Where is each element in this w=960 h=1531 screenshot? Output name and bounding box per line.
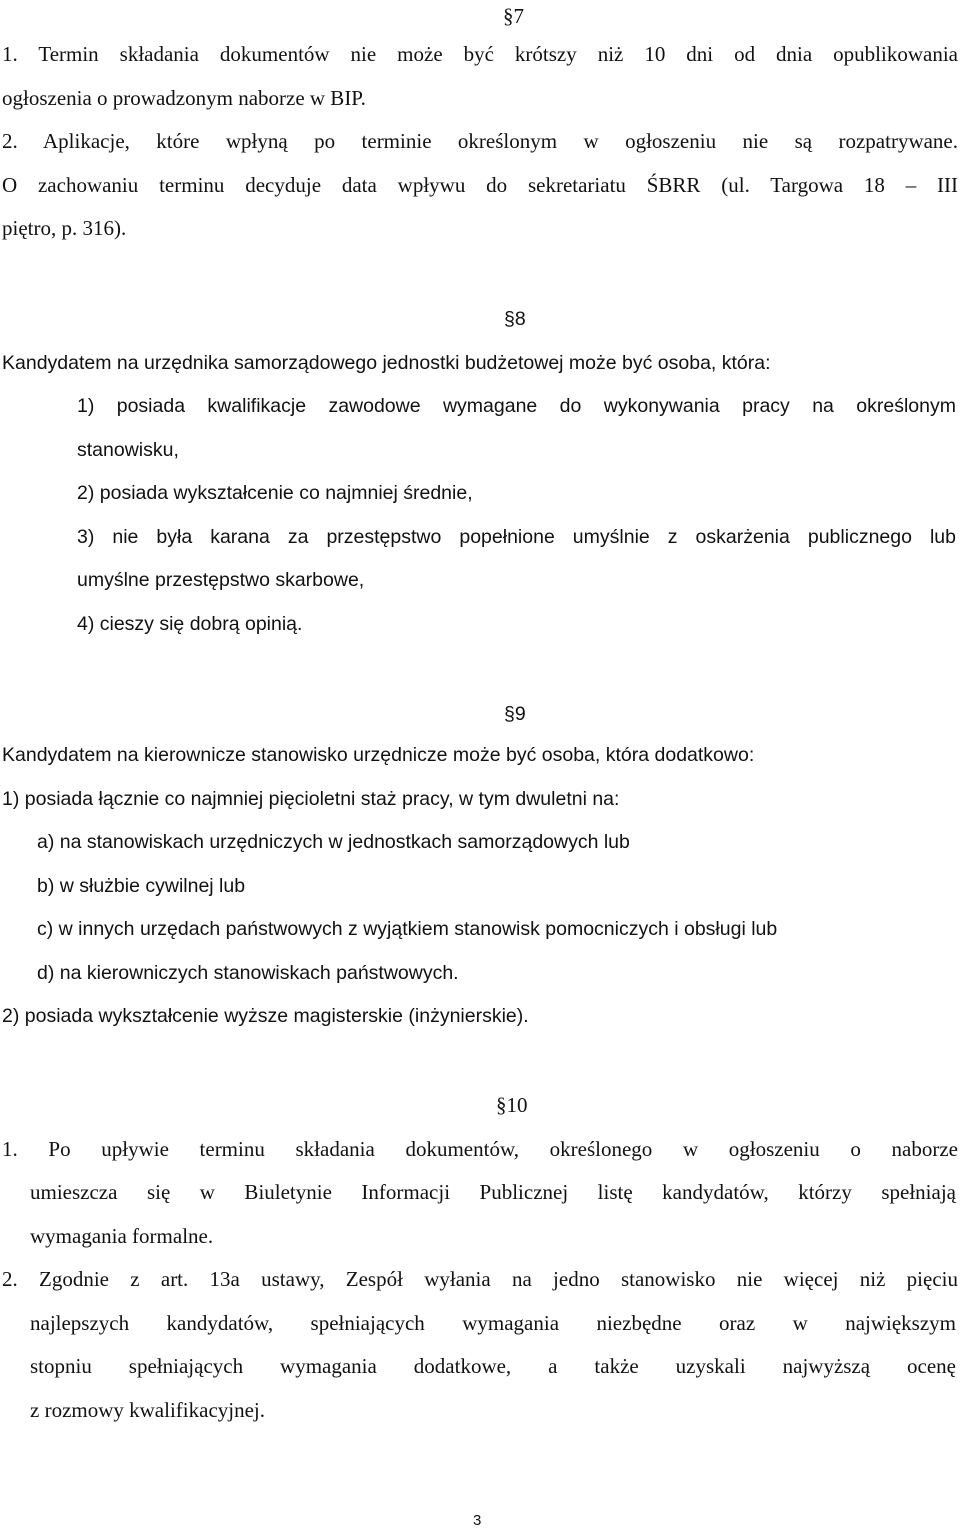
s8-intro: Kandydatem na urzędnika samorządowego jednostki budżetowej może być osoba, która: [2,352,771,374]
page-number: 3 [473,1512,482,1529]
s7-paragraph-1-line-2: ogłoszenia o prowadzonym naborze w BIP. [2,86,366,110]
section-9-heading: §9 [504,703,526,725]
s9-item-1: 1) posiada łącznie co najmniej pięcioletni staż pracy, w tym dwuletni na: [2,788,620,810]
s10-paragraph-2-line-1: 2. Zgodnie z art. 13a ustawy, Zespół wyłania na jedno stanowisko nie więcej niż pięciu [2,1267,958,1291]
s7-paragraph-1-line-1: 1. Termin składania dokumentów nie może być krótszy niż 10 dni od dnia opublikowania [2,42,958,66]
s8-item-1-line-2: stanowisku, [77,439,179,461]
s8-item-3-line-1: 3) nie była karana za przestępstwo popełnione umyślnie z oskarżenia publicznego lub [77,526,956,548]
s10-paragraph-1-line-3: wymagania formalne. [30,1224,214,1248]
s7-paragraph-2-line-2: O zachowaniu terminu decyduje data wpływu do sekretariatu ŚBRR (ul. Targowa 18 – III [2,173,958,197]
s10-paragraph-2-line-2: najlepszych kandydatów, spełniających wymagania niezbędne oraz w największym [30,1311,956,1335]
s8-item-2: 2) posiada wykształcenie co najmniej średnie, [77,482,473,504]
s7-paragraph-2-line-3: piętro, p. 316). [2,216,127,240]
section-8-heading: §8 [504,308,526,330]
section-10-heading: §10 [496,1093,528,1117]
s9-item-1d: d) na kierowniczych stanowiskach państwowych. [37,962,459,984]
section-7-heading: §7 [503,4,524,28]
s9-item-2: 2) posiada wykształcenie wyższe magisterskie (inżynierskie). [2,1005,529,1027]
s8-item-3-line-2: umyślne przestępstwo skarbowe, [77,569,365,591]
s10-paragraph-1-line-1: 1. Po upływie terminu składania dokumentów, określonego w ogłoszeniu o naborze [2,1137,958,1161]
s9-intro: Kandydatem na kierownicze stanowisko urzędnicze może być osoba, która dodatkowo: [2,744,755,766]
s9-item-1c: c) w innych urzędach państwowych z wyjątkiem stanowisk pomocniczych i obsługi lub [37,918,778,940]
s9-item-1a: a) na stanowiskach urzędniczych w jednostkach samorządowych lub [37,831,630,853]
s8-item-1-line-1: 1) posiada kwalifikacje zawodowe wymagane do wykonywania pracy na określonym [77,395,956,417]
s10-paragraph-2-line-4: z rozmowy kwalifikacyjnej. [30,1398,265,1422]
s8-item-4: 4) cieszy się dobrą opinią. [77,613,303,635]
s10-paragraph-1-line-2: umieszcza się w Biuletynie Informacji Publicznej listę kandydatów, którzy spełniają [30,1180,956,1204]
s10-paragraph-2-line-3: stopniu spełniających wymagania dodatkowe, a także uzyskali najwyższą ocenę [30,1354,956,1378]
s7-paragraph-2-line-1: 2. Aplikacje, które wpłyną po terminie określonym w ogłoszeniu nie są rozpatrywane. [2,129,958,153]
s9-item-1b: b) w służbie cywilnej lub [37,875,246,897]
